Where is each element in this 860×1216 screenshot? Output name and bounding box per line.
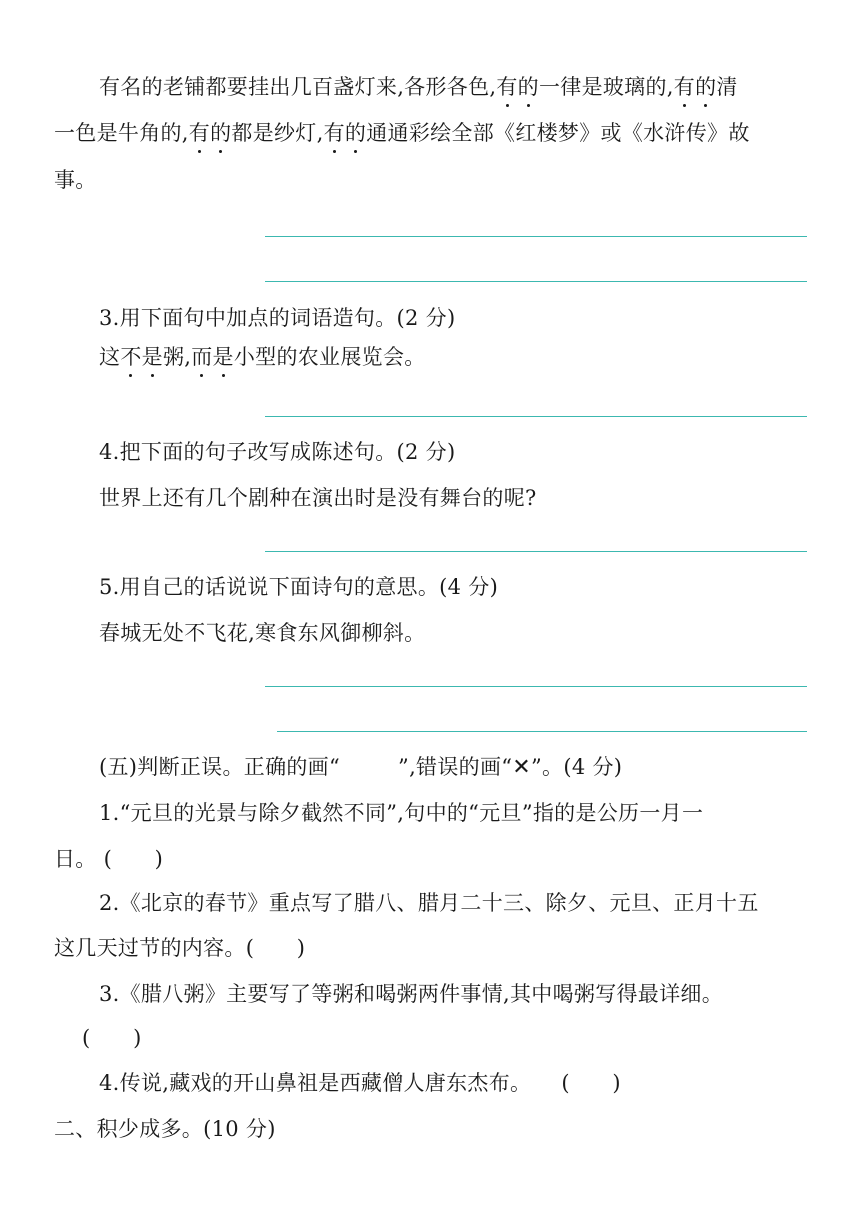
judge-item-1-answer[interactable]: 日。 ( ) (54, 847, 164, 871)
question-5-title: 5.用自己的话说说下面诗句的意思。(4 分) (99, 575, 499, 599)
judge-item-4-answer[interactable]: ( ) (561, 1071, 621, 1095)
passage-line-1: 有名的老铺都要挂出几百盏灯来,各形各色,有的一律是玻璃的,有的清 (99, 75, 738, 99)
emphasis-dot-char: 是 (212, 345, 234, 369)
emphasis-dot-char: 有 (323, 121, 345, 145)
emphasis-dot-char: 是 (141, 345, 163, 369)
answer-line[interactable] (265, 416, 807, 417)
judge-item-3-answer[interactable]: ( ) (82, 1026, 142, 1050)
part-5-title: (五)判断正误。正确的画“ ”,错误的画“✕”。(4 分) (99, 755, 623, 780)
question-3-title: 3.用下面句中加点的词语造句。(2 分) (99, 306, 456, 330)
question-3-sentence: 这不是粥,而是小型的农业展览会。 (99, 345, 426, 369)
passage-line-3: 事。 (54, 168, 97, 192)
emphasis-dot-char: 不 (120, 345, 142, 369)
judge-item-3-line-1: 3.《腊八粥》主要写了等粥和喝粥两件事情,其中喝粥写得最详细。 (99, 982, 724, 1006)
passage-line-2: 一色是牛角的,有的都是纱灯,有的通通彩绘全部《红楼梦》或《水浒传》故 (54, 121, 750, 145)
emphasis-dot-char: 的 (517, 75, 539, 99)
emphasis-dot-char: 的 (695, 75, 717, 99)
judge-item-2-line-1: 2.《北京的春节》重点写了腊八、腊月二十三、除夕、元旦、正月十五 (99, 891, 759, 915)
judge-item-4: 4.传说,藏戏的开山鼻祖是西藏僧人唐东杰布。 ( ) (99, 1071, 621, 1095)
answer-line[interactable] (265, 281, 807, 282)
emphasis-dot-char: 有 (673, 75, 696, 99)
answer-line[interactable] (265, 686, 807, 687)
judge-item-1-line-1: 1.“元旦的光景与除夕截然不同”,句中的“元旦”指的是公历一月一 (99, 801, 704, 825)
answer-line[interactable] (265, 236, 807, 237)
question-4-sentence: 世界上还有几个剧种在演出时是没有舞台的呢? (99, 486, 537, 510)
emphasis-dot-char: 的 (210, 121, 232, 145)
section-2-title: 二、积少成多。(10 分) (54, 1117, 276, 1141)
emphasis-dot-char: 有 (188, 121, 211, 145)
answer-line[interactable] (265, 551, 807, 552)
question-5-sentence: 春城无处不飞花,寒食东风御柳斜。 (99, 621, 426, 645)
emphasis-dot-char: 的 (344, 121, 367, 145)
answer-line[interactable] (277, 731, 807, 732)
question-4-title: 4.把下面的句子改写成陈述句。(2 分) (99, 440, 456, 464)
emphasis-dot-char: 而 (191, 345, 213, 369)
judge-item-2-answer[interactable]: 这几天过节的内容。( ) (54, 936, 306, 960)
emphasis-dot-char: 有 (496, 75, 518, 99)
cross-icon: ✕ (512, 755, 532, 780)
